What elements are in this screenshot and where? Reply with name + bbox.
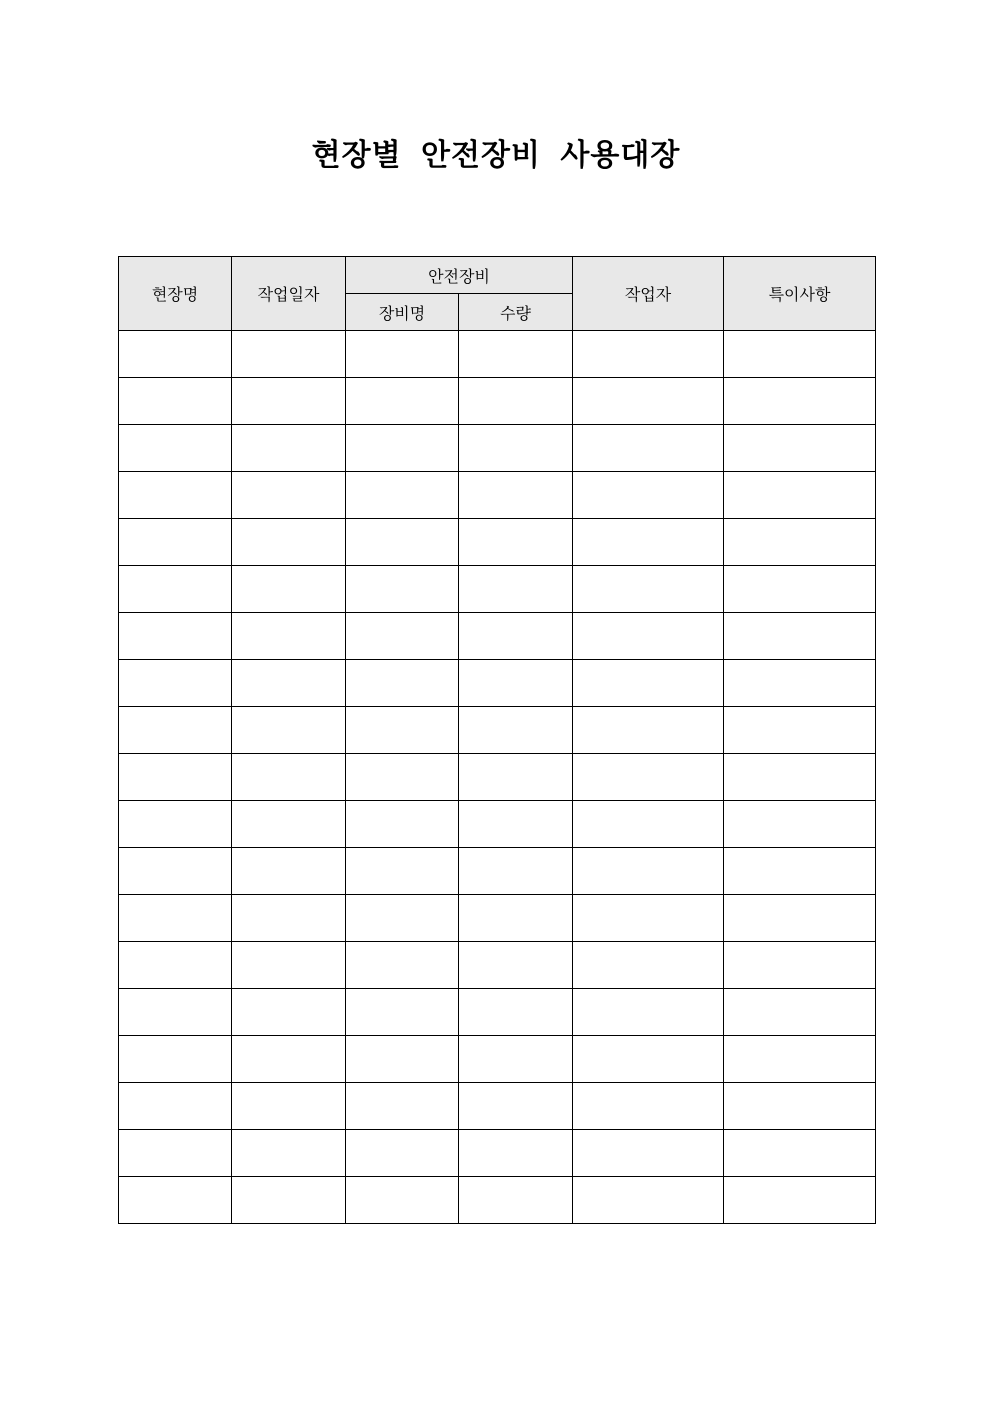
header-remarks: 특이사항 xyxy=(724,257,876,331)
cell-remarks[interactable] xyxy=(724,331,876,378)
cell-remarks[interactable] xyxy=(724,754,876,801)
header-quantity: 수량 xyxy=(459,294,573,331)
cell-worker[interactable] xyxy=(573,472,724,519)
cell-worker[interactable] xyxy=(573,1130,724,1177)
header-equipment-name: 장비명 xyxy=(346,294,459,331)
cell-equipment-name[interactable] xyxy=(346,895,459,942)
cell-worker[interactable] xyxy=(573,566,724,613)
cell-remarks[interactable] xyxy=(724,472,876,519)
cell-equipment-name[interactable] xyxy=(346,472,459,519)
cell-remarks[interactable] xyxy=(724,895,876,942)
cell-remarks[interactable] xyxy=(724,1083,876,1130)
header-safety-equipment: 안전장비 xyxy=(346,257,573,294)
cell-quantity[interactable] xyxy=(459,754,573,801)
cell-equipment-name[interactable] xyxy=(346,378,459,425)
table-row xyxy=(119,660,876,707)
cell-site-name[interactable] xyxy=(119,1036,232,1083)
cell-equipment-name[interactable] xyxy=(346,989,459,1036)
cell-worker[interactable] xyxy=(573,425,724,472)
cell-worker[interactable] xyxy=(573,1177,724,1224)
cell-remarks[interactable] xyxy=(724,1130,876,1177)
table-row xyxy=(119,989,876,1036)
cell-work-date[interactable] xyxy=(232,1083,346,1130)
cell-quantity[interactable] xyxy=(459,425,573,472)
cell-work-date[interactable] xyxy=(232,472,346,519)
table-row xyxy=(119,1036,876,1083)
cell-remarks[interactable] xyxy=(724,848,876,895)
cell-worker[interactable] xyxy=(573,613,724,660)
cell-work-date[interactable] xyxy=(232,425,346,472)
table-row xyxy=(119,1177,876,1224)
cell-site-name[interactable] xyxy=(119,660,232,707)
cell-equipment-name[interactable] xyxy=(346,1177,459,1224)
table-row xyxy=(119,942,876,989)
cell-worker[interactable] xyxy=(573,660,724,707)
table-row xyxy=(119,801,876,848)
table-row xyxy=(119,613,876,660)
cell-remarks[interactable] xyxy=(724,566,876,613)
cell-worker[interactable] xyxy=(573,848,724,895)
cell-work-date[interactable] xyxy=(232,660,346,707)
cell-remarks[interactable] xyxy=(724,519,876,566)
cell-remarks[interactable] xyxy=(724,989,876,1036)
cell-worker[interactable] xyxy=(573,1036,724,1083)
table-row xyxy=(119,519,876,566)
cell-worker[interactable] xyxy=(573,942,724,989)
cell-quantity[interactable] xyxy=(459,472,573,519)
header-worker: 작업자 xyxy=(573,257,724,331)
cell-work-date[interactable] xyxy=(232,801,346,848)
cell-quantity[interactable] xyxy=(459,378,573,425)
header-work-date: 작업일자 xyxy=(232,257,346,331)
cell-site-name[interactable] xyxy=(119,1130,232,1177)
cell-worker[interactable] xyxy=(573,754,724,801)
cell-quantity[interactable] xyxy=(459,660,573,707)
cell-quantity[interactable] xyxy=(459,1177,573,1224)
table-row xyxy=(119,895,876,942)
table-row xyxy=(119,754,876,801)
cell-work-date[interactable] xyxy=(232,895,346,942)
table-row xyxy=(119,472,876,519)
cell-work-date[interactable] xyxy=(232,613,346,660)
cell-work-date[interactable] xyxy=(232,1177,346,1224)
cell-site-name[interactable] xyxy=(119,425,232,472)
cell-site-name[interactable] xyxy=(119,1177,232,1224)
cell-quantity[interactable] xyxy=(459,801,573,848)
cell-site-name[interactable] xyxy=(119,942,232,989)
cell-site-name[interactable] xyxy=(119,378,232,425)
cell-quantity[interactable] xyxy=(459,1083,573,1130)
cell-quantity[interactable] xyxy=(459,331,573,378)
cell-equipment-name[interactable] xyxy=(346,613,459,660)
cell-work-date[interactable] xyxy=(232,1130,346,1177)
cell-equipment-name[interactable] xyxy=(346,331,459,378)
cell-worker[interactable] xyxy=(573,1083,724,1130)
table-row xyxy=(119,566,876,613)
cell-work-date[interactable] xyxy=(232,707,346,754)
cell-equipment-name[interactable] xyxy=(346,660,459,707)
table-row xyxy=(119,1130,876,1177)
cell-equipment-name[interactable] xyxy=(346,1130,459,1177)
cell-site-name[interactable] xyxy=(119,895,232,942)
cell-work-date[interactable] xyxy=(232,1036,346,1083)
cell-work-date[interactable] xyxy=(232,331,346,378)
cell-work-date[interactable] xyxy=(232,848,346,895)
cell-quantity[interactable] xyxy=(459,519,573,566)
cell-quantity[interactable] xyxy=(459,848,573,895)
cell-quantity[interactable] xyxy=(459,895,573,942)
table-row xyxy=(119,1083,876,1130)
cell-worker[interactable] xyxy=(573,378,724,425)
cell-equipment-name[interactable] xyxy=(346,707,459,754)
cell-equipment-name[interactable] xyxy=(346,848,459,895)
cell-work-date[interactable] xyxy=(232,754,346,801)
cell-equipment-name[interactable] xyxy=(346,1036,459,1083)
table-row xyxy=(119,425,876,472)
cell-work-date[interactable] xyxy=(232,942,346,989)
table-header xyxy=(119,257,876,331)
cell-worker[interactable] xyxy=(573,989,724,1036)
cell-remarks[interactable] xyxy=(724,660,876,707)
cell-quantity[interactable] xyxy=(459,1036,573,1083)
cell-worker[interactable] xyxy=(573,707,724,754)
table-row xyxy=(119,378,876,425)
header-site-name: 현장명 xyxy=(119,257,232,331)
equipment-ledger-table xyxy=(118,256,876,1224)
cell-work-date[interactable] xyxy=(232,378,346,425)
page-title: 현장별 안전장비 사용대장 xyxy=(311,138,681,173)
cell-equipment-name[interactable] xyxy=(346,754,459,801)
cell-site-name[interactable] xyxy=(119,472,232,519)
cell-site-name[interactable] xyxy=(119,519,232,566)
cell-quantity[interactable] xyxy=(459,707,573,754)
cell-remarks[interactable] xyxy=(724,801,876,848)
cell-remarks[interactable] xyxy=(724,378,876,425)
cell-remarks[interactable] xyxy=(724,613,876,660)
cell-site-name[interactable] xyxy=(119,707,232,754)
cell-remarks[interactable] xyxy=(724,942,876,989)
cell-site-name[interactable] xyxy=(119,754,232,801)
cell-site-name[interactable] xyxy=(119,566,232,613)
cell-remarks[interactable] xyxy=(724,1177,876,1224)
table-row xyxy=(119,707,876,754)
cell-remarks[interactable] xyxy=(724,707,876,754)
cell-equipment-name[interactable] xyxy=(346,566,459,613)
cell-equipment-name[interactable] xyxy=(346,801,459,848)
cell-work-date[interactable] xyxy=(232,519,346,566)
cell-worker[interactable] xyxy=(573,801,724,848)
cell-quantity[interactable] xyxy=(459,1130,573,1177)
cell-site-name[interactable] xyxy=(119,1083,232,1130)
cell-equipment-name[interactable] xyxy=(346,425,459,472)
cell-quantity[interactable] xyxy=(459,613,573,660)
cell-site-name[interactable] xyxy=(119,989,232,1036)
table-row xyxy=(119,848,876,895)
cell-quantity[interactable] xyxy=(459,989,573,1036)
table-row xyxy=(119,331,876,378)
cell-site-name[interactable] xyxy=(119,331,232,378)
cell-worker[interactable] xyxy=(573,331,724,378)
cell-site-name[interactable] xyxy=(119,801,232,848)
cell-quantity[interactable] xyxy=(459,566,573,613)
cell-site-name[interactable] xyxy=(119,613,232,660)
table-body xyxy=(119,331,876,1224)
cell-work-date[interactable] xyxy=(232,566,346,613)
cell-site-name[interactable] xyxy=(119,848,232,895)
cell-equipment-name[interactable] xyxy=(346,942,459,989)
cell-remarks[interactable] xyxy=(724,425,876,472)
cell-equipment-name[interactable] xyxy=(346,1083,459,1130)
cell-equipment-name[interactable] xyxy=(346,519,459,566)
cell-remarks[interactable] xyxy=(724,1036,876,1083)
cell-worker[interactable] xyxy=(573,895,724,942)
cell-work-date[interactable] xyxy=(232,989,346,1036)
cell-worker[interactable] xyxy=(573,519,724,566)
cell-quantity[interactable] xyxy=(459,942,573,989)
